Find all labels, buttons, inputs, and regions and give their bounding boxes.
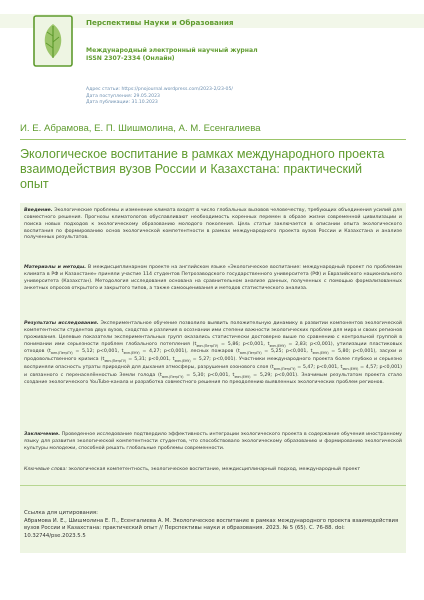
introduction-text-a: Экологические проблемы и изменение климата входят в число глобальных вызовов человечеству, требующих объединения усилий для совместного решения. Прогнозы климатологов обуславливают необходимость коренных перемен в образе жизни современной цивилизации и поиска новых подходов к экологическому образованию молодого поколения. [24, 208, 402, 227]
abstract-introduction [24, 208, 402, 242]
citation-divider [20, 485, 406, 486]
article-authors: И. Е. Абрамова, Е. П. Шишмолина, А. М. Есенгалиева [20, 123, 261, 134]
results-text-7: = 5,31; p<0,001, t [126, 357, 175, 363]
journal-issn: ISSN 2307-2334 (Онлайн) [86, 55, 175, 63]
published-date: Дата публикации: 31.10.2023 [86, 100, 158, 106]
results-sub-6: эмп.(ЕНУ) [312, 351, 329, 356]
results-text-3: = 5,12; p<0,001, t [72, 349, 124, 355]
keywords [24, 467, 402, 474]
journal-subtitle-line1: Международный электронный научный журнал [86, 47, 258, 54]
results-text-11: = 5,30; p<0,001, t [183, 372, 235, 378]
results-text-8: = 5,27; p<0,001). Участники международного проекта более глубоко и серьезно восприняли опасность утраты природной для дыхания атмосферы, разрушения озонового слоя (t [24, 357, 402, 370]
conclusion-heading: Заключение. [24, 432, 61, 437]
abstract-conclusion [24, 432, 402, 453]
results-sub-4: эмп.(ЕНУ) [123, 351, 140, 356]
article-meta [86, 87, 233, 107]
results-text-10: = 4,57; p<0,001) и связанного с перенаселённостью Земли голода (t [24, 364, 402, 378]
methods-text: В междисциплинарном проекте на английском языке «Экологическое воспитание: международный проект по проблемам климата в РФ и Казахстане» приняли участие 114 студентов Петрозаводского государственного университета (РФ) и Евразийского национального университета (Казахстан). Методология исследования основана на сравнительном анализе данных, полученных с помощью формализованных анкетных опросов открытого и закрытого типов, а также самооценивания и методов статистического анализа. [24, 265, 402, 291]
results-sub-12: эмп.(ЕНУ) [234, 374, 251, 379]
received-date: Дата поступления: 29.05.2023 [86, 93, 160, 99]
results-text-12: = 5,29; p<0,001). Значимым результатом проекта стало создание экологического YouTube-канала и разработка совместного решения по преодолению выявленных экологических проблем регионов. [24, 372, 402, 386]
results-text-5: = 5,25; p<0,001, t [261, 349, 313, 355]
journal-name: Перспективы Науки и Образования [86, 18, 234, 27]
keywords-label: Ключевые слова: [24, 467, 67, 472]
methods-heading: Материалы и методы. [24, 265, 87, 270]
results-sub-11: эмп.(ПетрГУ) [161, 374, 184, 379]
results-heading: Результаты исследования. [24, 321, 99, 326]
results-text-1: = 5,86; p<0,001, t [218, 341, 270, 347]
divider [20, 139, 406, 140]
results-sub-10: эмп.(ЕНУ) [342, 366, 359, 371]
results-sub-9: эмп.(ПетрГУ) [273, 366, 296, 371]
article-url[interactable]: Адрес статьи: https://pnojournal.wordpress.com/2023-2/23-05/ [86, 87, 233, 92]
journal-logo-icon [30, 12, 76, 70]
introduction-heading: Введение. [24, 208, 53, 213]
results-text-6: = 5,80; p<0,001), засухи и продовольственного кризиса (t [24, 349, 402, 363]
abstract-results [24, 321, 402, 387]
results-text: Экспериментальное обучение позволило выявить положительную динамику в развитии компонентов экологической компетентности студентов двух вузов, сходства и различия в осознании ими степени важности экологических проблем для мира и своих регионов проживания. Целевые показатели экспериментальных групп оказались статистически достоверно выше по сравнению с контрольной группой в понимании ими серьезности проблем глобального потепления (t [24, 321, 403, 347]
results-text-4: = 4,27; p<0,001), лесных пожаров (t [139, 349, 240, 355]
article-title: Экологическое воспитание в рамках международного проекта взаимодействия вузов России и Казахстана: практический опыт [20, 147, 385, 191]
results-sub-2: эмп.(ЕНУ) [269, 343, 286, 348]
results-sub-8: эмп.(ЕНУ) [174, 359, 191, 364]
results-sub-7: эмп.(ПетрГУ) [104, 359, 127, 364]
results-text-2: = 2,83; p<0,001), утилизации пластиковых отходов (t [24, 341, 403, 355]
citation-text: Абрамова И. Е., Шишмолина Е. П., Есенгалиева А. М. Экологическое воспитание в рамках международного проекта взаимодействия вузов России и Казахстана: практический опыт // Перспективы науки и образования. 2023. № 5 (65). С. 76-88. doi: 10.32744/pse.2023.5.5 [24, 518, 399, 539]
results-sub-3: эмп.(ПетрГУ) [50, 351, 73, 356]
results-sub-1: эмп.(ПетрГУ) [196, 343, 219, 348]
journal-subtitle [86, 47, 258, 63]
results-sub-5: эмп.(ПетрГУ) [239, 351, 262, 356]
citation-label: Ссылка для цитирования: [24, 510, 98, 516]
conclusion-text: Проведенное исследование подтвердило эффективность интеграции экологического проекта в содержание обучения иностранному языку для развития экологической компетентности студентов, что способствовало экологическому образованию и формированию экологической культуры молодежи, способной решать глобальные проблемы современности. [24, 432, 402, 451]
introduction-text-b: заключается в описании опыта экологического воспитания по формированию основ экологической компетентности в рамках международного проекта вузов России и Казахстана и анализе полученных результатов. [24, 221, 402, 241]
keywords-text: экологическая компетентность, экологическое воспитание, междисциплинарный подход, международный проект [66, 467, 361, 472]
abstract-methods [24, 265, 402, 292]
results-text-9: = 5,47; p<0,001, t [295, 364, 343, 370]
introduction-aim: Цель статьи [237, 221, 271, 227]
